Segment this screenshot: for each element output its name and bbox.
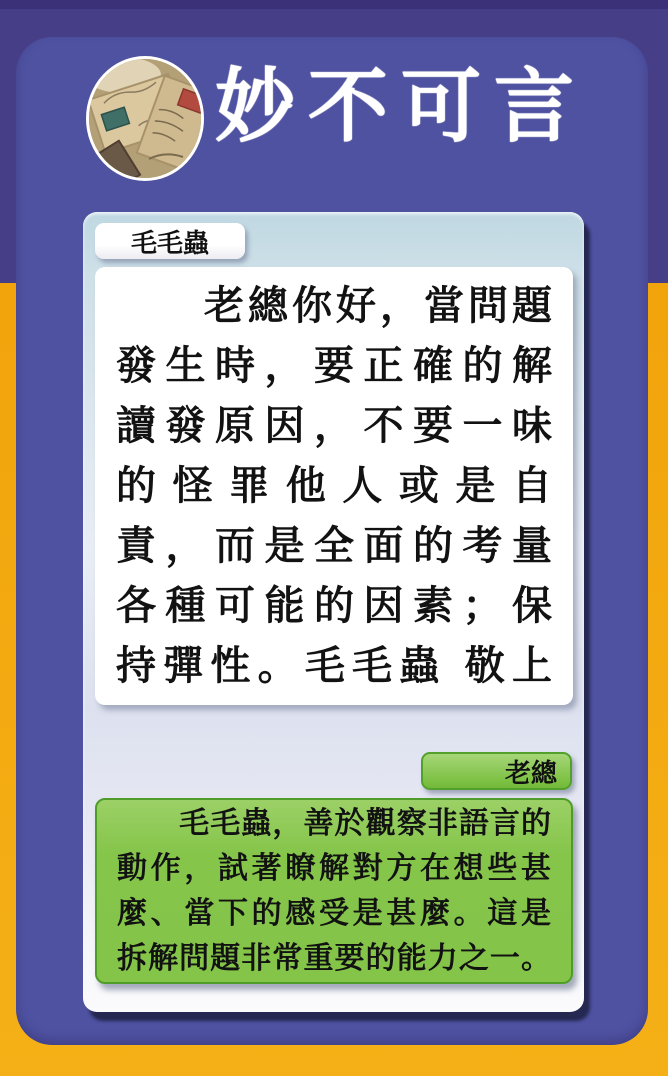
post-card [16,37,648,1045]
message-line: 責，而是全面的考量 [116,524,552,568]
top-edge-strip [0,0,668,9]
message-line: 持彈性。毛毛蟲 敬上 [116,644,552,688]
message-line: 動作，試著瞭解對方在想些甚 [117,852,551,885]
message-line: 的怪罪他人或是自 [116,464,552,508]
message-line: 拆解問題非常重要的能力之一。 [117,942,551,975]
chat-panel [83,212,584,1012]
sender-tag-boss [421,752,572,790]
message-line: 讀發原因，不要一味 [116,404,552,448]
message-bubble-boss [95,798,573,984]
sender-name: 毛毛蟲 [130,227,209,258]
sender-tag-caterpillar [95,223,245,259]
sender-name: 老總 [504,757,557,788]
message-line: 各種可能的因素；保 [116,584,552,628]
message-line: 發生時，要正確的解 [116,344,552,388]
message-line: 毛毛蟲，善於觀察非語言的 [117,807,551,840]
message-line: 老總你好，當問題 [116,284,552,328]
avatar[interactable] [86,56,204,181]
page-title: 妙不可言 [215,62,587,151]
vintage-letters-photo-icon [89,59,201,178]
message-line: 麼、當下的感受是甚麼。這是 [117,897,551,930]
message-bubble-caterpillar [95,267,573,705]
